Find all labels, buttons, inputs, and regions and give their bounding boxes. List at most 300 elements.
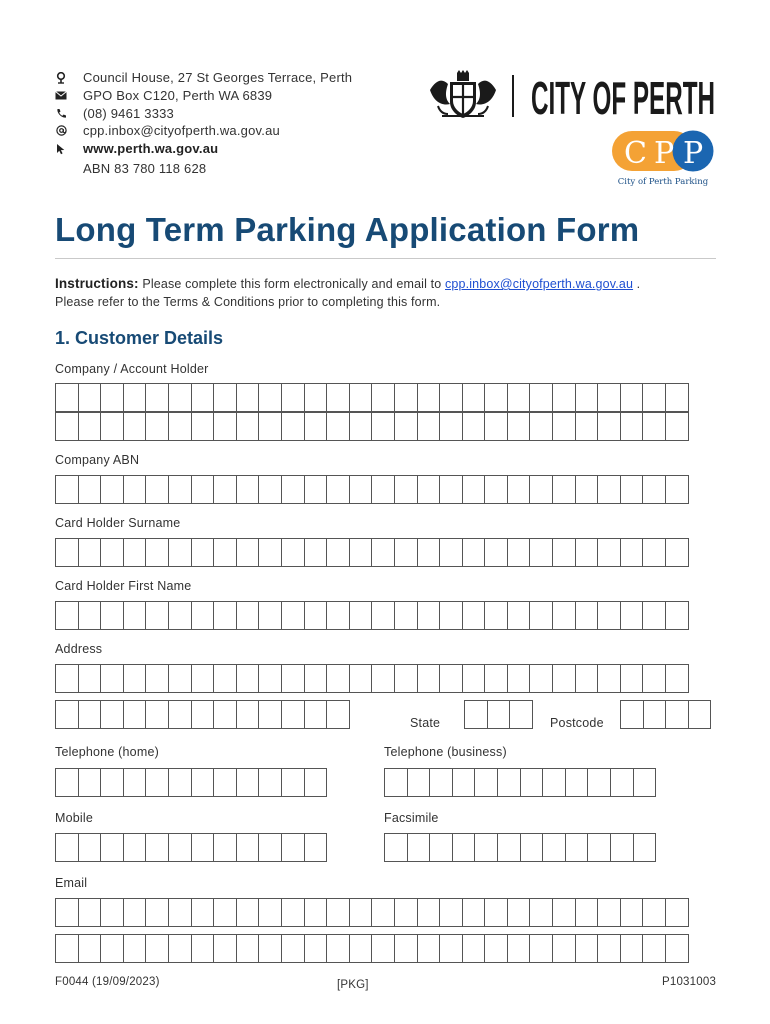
character-box[interactable] [78,412,102,441]
character-box[interactable] [507,898,531,927]
character-box[interactable] [100,700,124,729]
character-box[interactable] [78,833,102,862]
character-box[interactable] [213,898,237,927]
character-box[interactable] [597,898,621,927]
character-box[interactable] [326,475,350,504]
character-box[interactable] [439,475,463,504]
character-box[interactable] [565,833,589,862]
character-box[interactable] [326,412,350,441]
character-box[interactable] [281,700,305,729]
character-box[interactable] [620,934,644,963]
character-box[interactable] [665,700,689,729]
character-box[interactable] [565,768,589,797]
character-box[interactable] [529,934,553,963]
character-box[interactable] [529,601,553,630]
character-box[interactable] [55,412,79,441]
character-box[interactable] [529,664,553,693]
character-box[interactable] [145,383,169,412]
character-box[interactable] [507,538,531,567]
character-box[interactable] [168,833,192,862]
character-box[interactable] [665,475,689,504]
character-box[interactable] [55,664,79,693]
character-box[interactable] [552,898,576,927]
character-box[interactable] [78,383,102,412]
character-box[interactable] [642,601,666,630]
character-box[interactable] [281,383,305,412]
character-box[interactable] [145,934,169,963]
character-box[interactable] [326,934,350,963]
character-box[interactable] [213,934,237,963]
character-box[interactable] [191,664,215,693]
character-box[interactable] [191,538,215,567]
email-link[interactable]: cpp.inbox@cityofperth.wa.gov.au [445,277,634,291]
character-box[interactable] [349,898,373,927]
character-box[interactable] [474,768,498,797]
facsimile-field[interactable] [384,833,655,862]
character-box[interactable] [258,833,282,862]
character-box[interactable] [439,383,463,412]
character-box[interactable] [326,601,350,630]
character-box[interactable] [484,601,508,630]
character-box[interactable] [191,768,215,797]
character-box[interactable] [642,383,666,412]
character-box[interactable] [168,898,192,927]
character-box[interactable] [394,383,418,412]
character-box[interactable] [123,383,147,412]
character-box[interactable] [304,833,328,862]
character-box[interactable] [507,383,531,412]
character-box[interactable] [145,833,169,862]
character-box[interactable] [462,475,486,504]
character-box[interactable] [620,898,644,927]
character-box[interactable] [429,768,453,797]
character-box[interactable] [304,768,328,797]
character-box[interactable] [191,601,215,630]
character-box[interactable] [55,475,79,504]
character-box[interactable] [168,383,192,412]
character-box[interactable] [520,768,544,797]
character-box[interactable] [236,383,260,412]
character-box[interactable] [417,412,441,441]
character-box[interactable] [371,383,395,412]
character-box[interactable] [439,601,463,630]
character-box[interactable] [384,833,408,862]
character-box[interactable] [497,833,521,862]
character-box[interactable] [236,664,260,693]
character-box[interactable] [55,700,79,729]
character-box[interactable] [417,475,441,504]
character-box[interactable] [100,601,124,630]
character-box[interactable] [542,833,566,862]
character-box[interactable] [529,898,553,927]
character-box[interactable] [407,768,431,797]
abn-field[interactable] [55,475,688,504]
character-box[interactable] [371,601,395,630]
character-box[interactable] [394,934,418,963]
character-box[interactable] [123,768,147,797]
character-box[interactable] [326,700,350,729]
character-box[interactable] [213,412,237,441]
character-box[interactable] [304,700,328,729]
mobile-field[interactable] [55,833,326,862]
character-box[interactable] [213,475,237,504]
character-box[interactable] [100,768,124,797]
character-box[interactable] [281,898,305,927]
character-box[interactable] [349,475,373,504]
character-box[interactable] [123,538,147,567]
character-box[interactable] [552,412,576,441]
character-box[interactable] [258,898,282,927]
character-box[interactable] [191,412,215,441]
character-box[interactable] [236,538,260,567]
character-box[interactable] [281,768,305,797]
character-box[interactable] [213,768,237,797]
character-box[interactable] [371,934,395,963]
character-box[interactable] [384,768,408,797]
character-box[interactable] [542,768,566,797]
character-box[interactable] [439,898,463,927]
character-box[interactable] [439,664,463,693]
character-box[interactable] [55,601,79,630]
character-box[interactable] [123,412,147,441]
character-box[interactable] [326,383,350,412]
character-box[interactable] [168,768,192,797]
character-box[interactable] [552,601,576,630]
character-box[interactable] [665,538,689,567]
character-box[interactable] [417,934,441,963]
character-box[interactable] [78,601,102,630]
character-box[interactable] [145,538,169,567]
character-box[interactable] [575,664,599,693]
character-box[interactable] [587,833,611,862]
character-box[interactable] [349,412,373,441]
character-box[interactable] [55,934,79,963]
character-box[interactable] [191,475,215,504]
character-box[interactable] [575,538,599,567]
character-box[interactable] [78,475,102,504]
character-box[interactable] [371,664,395,693]
character-box[interactable] [642,412,666,441]
character-box[interactable] [597,475,621,504]
character-box[interactable] [55,538,79,567]
character-box[interactable] [213,383,237,412]
character-box[interactable] [191,383,215,412]
postcode-field[interactable] [620,700,710,729]
character-box[interactable] [123,601,147,630]
character-box[interactable] [281,538,305,567]
character-box[interactable] [665,601,689,630]
character-box[interactable] [575,601,599,630]
character-box[interactable] [213,700,237,729]
character-box[interactable] [236,700,260,729]
character-box[interactable] [304,898,328,927]
character-box[interactable] [145,601,169,630]
character-box[interactable] [575,383,599,412]
character-box[interactable] [168,538,192,567]
character-box[interactable] [620,664,644,693]
character-box[interactable] [281,601,305,630]
character-box[interactable] [394,664,418,693]
character-box[interactable] [462,412,486,441]
character-box[interactable] [507,664,531,693]
character-box[interactable] [484,898,508,927]
character-box[interactable] [439,538,463,567]
character-box[interactable] [665,934,689,963]
character-box[interactable] [258,538,282,567]
character-box[interactable] [236,601,260,630]
character-box[interactable] [575,898,599,927]
character-box[interactable] [394,601,418,630]
character-box[interactable] [168,664,192,693]
character-box[interactable] [55,833,79,862]
email-field-row-2[interactable] [55,934,688,963]
character-box[interactable] [688,700,712,729]
character-box[interactable] [213,833,237,862]
website-link[interactable]: www.perth.wa.gov.au [83,141,219,156]
character-box[interactable] [610,768,634,797]
character-box[interactable] [642,538,666,567]
character-box[interactable] [371,898,395,927]
first-name-field[interactable] [55,601,688,630]
character-box[interactable] [452,833,476,862]
surname-field[interactable] [55,538,688,567]
character-box[interactable] [484,412,508,441]
character-box[interactable] [258,383,282,412]
character-box[interactable] [236,833,260,862]
character-box[interactable] [123,700,147,729]
character-box[interactable] [394,538,418,567]
character-box[interactable] [552,475,576,504]
character-box[interactable] [258,475,282,504]
character-box[interactable] [597,383,621,412]
character-box[interactable] [620,538,644,567]
character-box[interactable] [474,833,498,862]
character-box[interactable] [78,898,102,927]
character-box[interactable] [236,412,260,441]
character-box[interactable] [326,538,350,567]
character-box[interactable] [371,538,395,567]
character-box[interactable] [507,601,531,630]
character-box[interactable] [417,601,441,630]
character-box[interactable] [281,412,305,441]
character-box[interactable] [304,383,328,412]
character-box[interactable] [123,833,147,862]
character-box[interactable] [168,700,192,729]
character-box[interactable] [100,412,124,441]
character-box[interactable] [326,898,350,927]
character-box[interactable] [484,383,508,412]
character-box[interactable] [484,664,508,693]
character-box[interactable] [462,934,486,963]
character-box[interactable] [462,664,486,693]
character-box[interactable] [371,412,395,441]
character-box[interactable] [168,475,192,504]
character-box[interactable] [304,601,328,630]
character-box[interactable] [417,898,441,927]
character-box[interactable] [642,664,666,693]
character-box[interactable] [304,664,328,693]
character-box[interactable] [552,383,576,412]
character-box[interactable] [78,700,102,729]
character-box[interactable] [145,898,169,927]
character-box[interactable] [620,383,644,412]
character-box[interactable] [552,934,576,963]
character-box[interactable] [100,475,124,504]
character-box[interactable] [258,700,282,729]
address-field-row-1[interactable] [55,664,688,693]
character-box[interactable] [168,412,192,441]
address-field-row-2[interactable] [55,700,349,729]
character-box[interactable] [145,412,169,441]
character-box[interactable] [123,898,147,927]
character-box[interactable] [258,768,282,797]
character-box[interactable] [304,538,328,567]
character-box[interactable] [123,934,147,963]
character-box[interactable] [236,768,260,797]
character-box[interactable] [552,664,576,693]
state-field[interactable] [464,700,532,729]
character-box[interactable] [462,383,486,412]
character-box[interactable] [429,833,453,862]
character-box[interactable] [439,412,463,441]
character-box[interactable] [620,601,644,630]
character-box[interactable] [597,601,621,630]
character-box[interactable] [55,768,79,797]
character-box[interactable] [417,664,441,693]
character-box[interactable] [236,475,260,504]
character-box[interactable] [281,475,305,504]
character-box[interactable] [123,475,147,504]
character-box[interactable] [507,934,531,963]
character-box[interactable] [633,833,657,862]
character-box[interactable] [575,475,599,504]
character-box[interactable] [484,934,508,963]
character-box[interactable] [394,475,418,504]
character-box[interactable] [100,898,124,927]
character-box[interactable] [145,768,169,797]
character-box[interactable] [417,383,441,412]
character-box[interactable] [78,934,102,963]
character-box[interactable] [349,538,373,567]
character-box[interactable] [78,664,102,693]
character-box[interactable] [597,538,621,567]
character-box[interactable] [620,700,644,729]
character-box[interactable] [439,934,463,963]
character-box[interactable] [258,412,282,441]
character-box[interactable] [100,664,124,693]
character-box[interactable] [304,412,328,441]
company-field-row-1[interactable] [55,383,688,412]
character-box[interactable] [462,538,486,567]
character-box[interactable] [55,383,79,412]
character-box[interactable] [258,601,282,630]
character-box[interactable] [349,383,373,412]
character-box[interactable] [575,412,599,441]
character-box[interactable] [100,383,124,412]
character-box[interactable] [213,664,237,693]
character-box[interactable] [281,833,305,862]
character-box[interactable] [236,934,260,963]
character-box[interactable] [100,833,124,862]
character-box[interactable] [55,898,79,927]
character-box[interactable] [575,934,599,963]
character-box[interactable] [417,538,441,567]
character-box[interactable] [349,664,373,693]
character-box[interactable] [642,934,666,963]
character-box[interactable] [452,768,476,797]
character-box[interactable] [78,768,102,797]
character-box[interactable] [507,412,531,441]
character-box[interactable] [620,412,644,441]
character-box[interactable] [213,601,237,630]
character-box[interactable] [529,383,553,412]
tel-home-field[interactable] [55,768,326,797]
character-box[interactable] [484,538,508,567]
character-box[interactable] [610,833,634,862]
character-box[interactable] [529,475,553,504]
tel-business-field[interactable] [384,768,655,797]
character-box[interactable] [642,475,666,504]
character-box[interactable] [394,412,418,441]
character-box[interactable] [487,700,511,729]
company-field-row-2[interactable] [55,412,688,441]
character-box[interactable] [258,934,282,963]
character-box[interactable] [597,664,621,693]
character-box[interactable] [304,475,328,504]
character-box[interactable] [464,700,488,729]
character-box[interactable] [191,934,215,963]
character-box[interactable] [665,898,689,927]
character-box[interactable] [529,412,553,441]
character-box[interactable] [145,700,169,729]
character-box[interactable] [633,768,657,797]
character-box[interactable] [168,601,192,630]
character-box[interactable] [281,934,305,963]
character-box[interactable] [520,833,544,862]
character-box[interactable] [100,538,124,567]
character-box[interactable] [191,700,215,729]
character-box[interactable] [597,412,621,441]
character-box[interactable] [304,934,328,963]
character-box[interactable] [643,700,667,729]
character-box[interactable] [258,664,282,693]
character-box[interactable] [642,898,666,927]
character-box[interactable] [349,934,373,963]
character-box[interactable] [100,934,124,963]
character-box[interactable] [371,475,395,504]
character-box[interactable] [597,934,621,963]
character-box[interactable] [145,475,169,504]
character-box[interactable] [236,898,260,927]
character-box[interactable] [665,412,689,441]
character-box[interactable] [191,898,215,927]
email-field-row-1[interactable] [55,898,688,927]
character-box[interactable] [326,664,350,693]
character-box[interactable] [394,898,418,927]
character-box[interactable] [665,664,689,693]
character-box[interactable] [78,538,102,567]
character-box[interactable] [462,898,486,927]
character-box[interactable] [168,934,192,963]
character-box[interactable] [484,475,508,504]
character-box[interactable] [123,664,147,693]
character-box[interactable] [497,768,521,797]
character-box[interactable] [407,833,431,862]
character-box[interactable] [552,538,576,567]
character-box[interactable] [349,601,373,630]
character-box[interactable] [665,383,689,412]
character-box[interactable] [191,833,215,862]
